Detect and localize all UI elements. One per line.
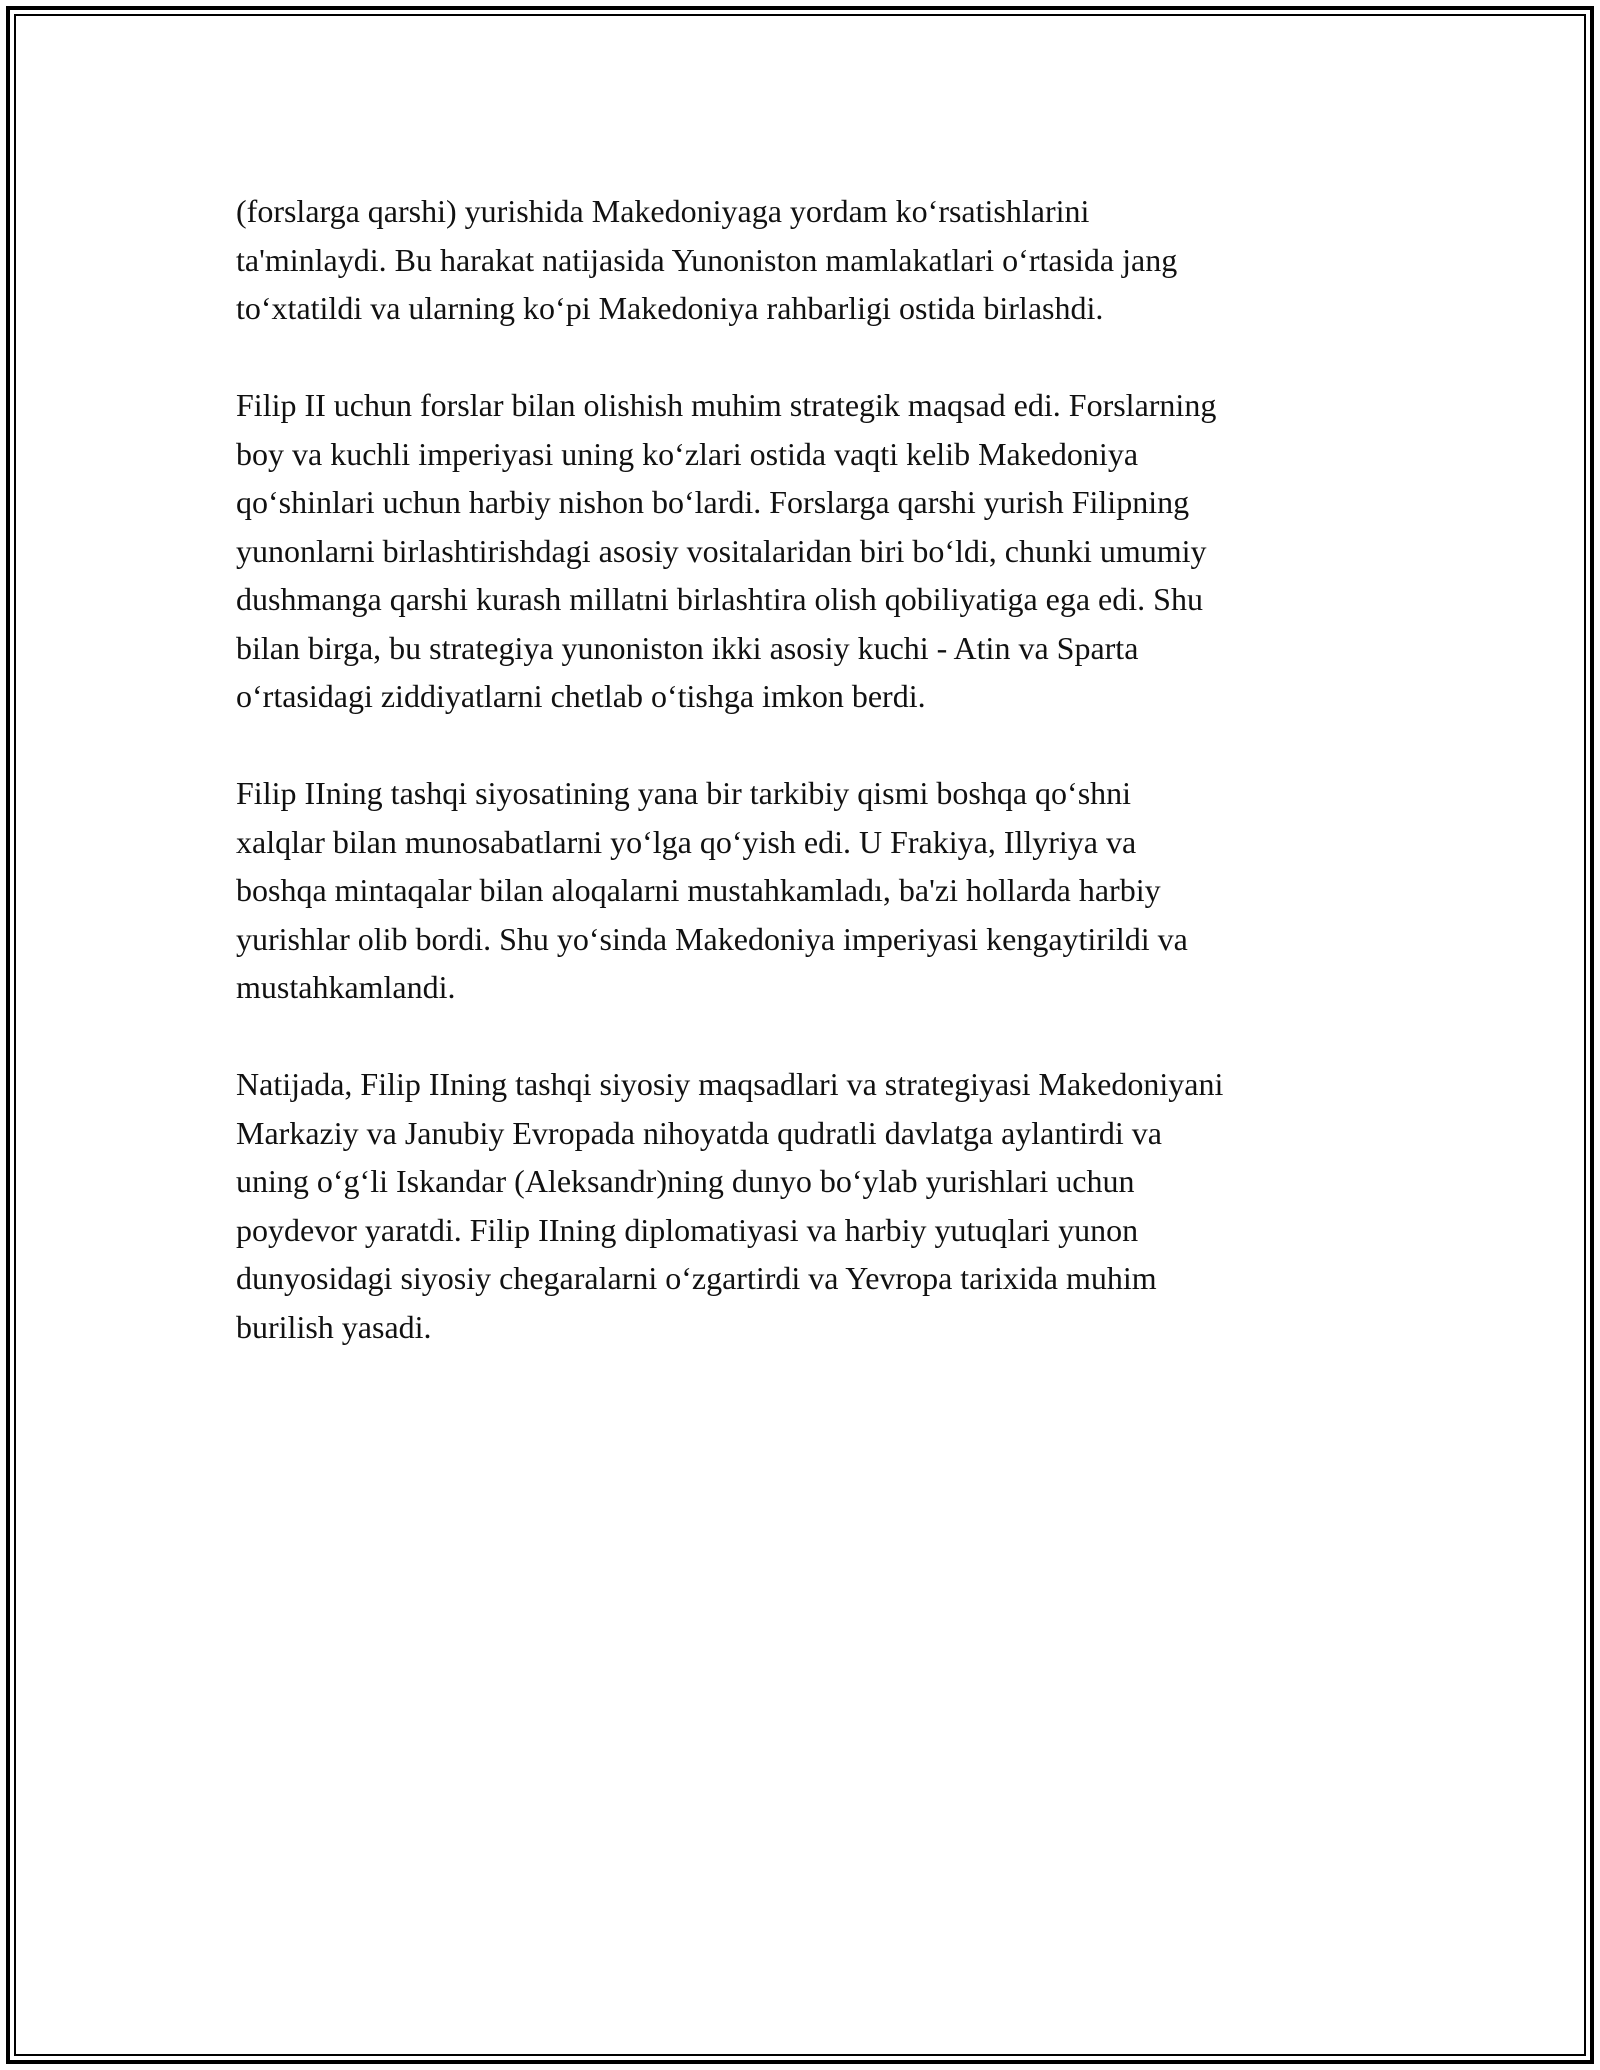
text-line: mustahkamlandi. (236, 969, 456, 1005)
text-line: burilish yasadi. (236, 1308, 432, 1345)
paragraph-1 (236, 187, 1371, 333)
text-line: Natijada, Filip IIning tashqi siyosiy maqsadlari va strategiyasi Makedoniyani (236, 1066, 1224, 1102)
text-line: boy va kuchli imperiyasi uning koʻzlari ostida vaqti kelib Makedoniya (236, 435, 1139, 472)
text-line: oʻrtasidagi ziddiyatlarni chetlab oʻtishga imkon berdi. (236, 678, 926, 714)
document-body (236, 187, 1371, 1400)
text-line: toʻxtatildi va ularning koʻpi Makedoniya rahbarligi ostida birlashdi. (236, 290, 1104, 326)
text-line: poydevor yaratdi. Filip IIning diplomatiyasi va harbiy yutuqlari yunon (236, 1211, 1139, 1248)
text-line: bilan birga, bu strategiya yunoniston ikki asosiy kuchi - Atin va Sparta (236, 629, 1139, 666)
text-line: qoʻshinlari uchun harbiy nishon boʻlardi. Forslarga qarshi yurish Filipning (236, 484, 1190, 520)
text-line: (forslarga qarshi) yurishida Makedoniyaga yordam koʻrsatishlarini (236, 193, 1090, 229)
text-line: yunonlarni birlashtirishdagi asosiy vositalaridan biri boʻldi, chunki umumiy (236, 532, 1207, 569)
text-line: Filip IIning tashqi siyosatining yana bir tarkibiy qismi boshqa qoʻshni (236, 775, 1132, 811)
text-line: dunyosidagi siyosiy chegaralarni oʻzgartirdi va Yevropa tarixida muhim (236, 1260, 1157, 1296)
text-line: xalqlar bilan munosabatlarni yoʻlga qoʻyish edi. U Frakiya, Illyriya va (236, 823, 1137, 860)
paragraph-3 (236, 769, 1371, 1012)
text-line: boshqa mintaqalar bilan aloqalarni mustahkamladı, ba'zi hollarda harbiy (236, 872, 1161, 908)
text-line: dushmanga qarshi kurash millatni birlashtira olish qobiliyatiga ega edi. Shu (236, 581, 1203, 617)
text-line: Filip II uchun forslar bilan olishish muhim strategik maqsad edi. Forslarning (236, 387, 1217, 423)
text-line: yurishlar olib bordi. Shu yoʻsinda Makedoniya imperiyasi kengaytirildi va (236, 920, 1188, 957)
text-line: Markaziy va Janubiy Evropada nihoyatda qudratli davlatga aylantirdi va (236, 1114, 1162, 1151)
paragraph-4 (236, 1060, 1371, 1351)
paragraph-2 (236, 381, 1371, 721)
text-line: uning oʻgʻli Iskandar (Aleksandr)ning dunyo boʻylab yurishlari uchun (236, 1163, 1135, 1199)
text-line: ta'minlaydi. Bu harakat natijasida Yunoniston mamlakatlari oʻrtasida jang (236, 241, 1178, 278)
